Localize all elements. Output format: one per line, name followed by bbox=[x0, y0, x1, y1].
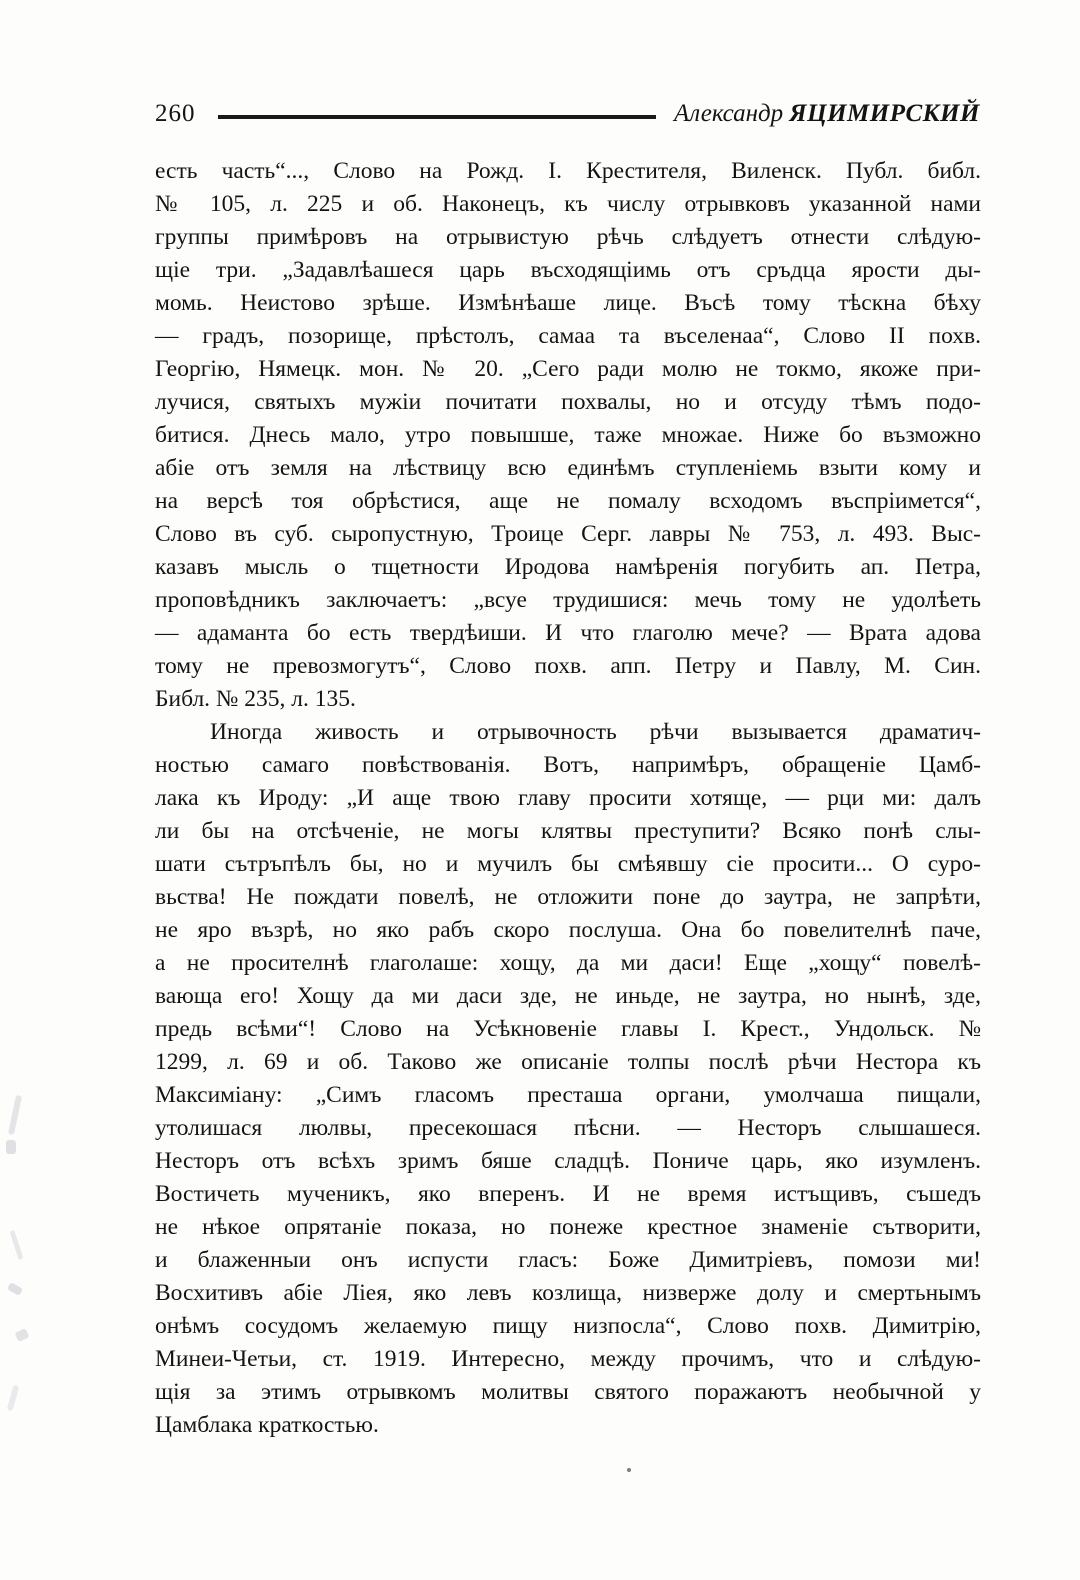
text-line: щіе три. „Задавлѣашеся царь въсходящіимь отъ сръдца ярости ды- bbox=[155, 257, 981, 283]
text-line: Георгію, Нямецк. мон. № 20. „Сего ради молю не токмо, якоже при- bbox=[155, 356, 981, 382]
ink-speck bbox=[627, 1468, 631, 1472]
header-rule bbox=[218, 115, 657, 119]
text-line: № 105, л. 225 и об. Наконецъ, къ числу отрывковъ указанной нами bbox=[155, 191, 981, 217]
text-line: онѣмъ сосудомъ желаемую пищу низпосла“, Слово похв. Димитрію, bbox=[155, 1313, 981, 1339]
text-line: Минеи-Четьи, ст. 1919. Интересно, между прочимъ, что и слѣдую- bbox=[155, 1346, 981, 1372]
text-line: Библ. № 235, л. 135. bbox=[155, 686, 356, 712]
text-line: битися. Днесь мало, утро повышше, таже множае. Ниже бо възможно bbox=[155, 422, 981, 448]
text-line: Максиміану: „Симъ гласомъ престаша органи, умолчаша пищали, bbox=[155, 1082, 981, 1108]
text-line: ли бы на отсѣченіе, не могы клятвы преступити? Всяко понѣ слы- bbox=[155, 818, 981, 844]
text-line: — адаманта бо есть твердѣиши. И что глаголю мече? — Врата адова bbox=[155, 620, 981, 646]
scan-artifact bbox=[7, 1282, 23, 1296]
text-line: Несторъ отъ всѣхъ зримъ бяше сладцѣ. Пониче царь, яко изумленъ. bbox=[155, 1148, 981, 1174]
scan-artifact bbox=[14, 1328, 29, 1342]
text-line: 1299, л. 69 и об. Таково же описаніе толпы послѣ рѣчи Нестора къ bbox=[155, 1049, 981, 1075]
text-line: не яро възрѣ, но яко рабъ скоро послуша. Она бо повелителнѣ паче, bbox=[155, 917, 981, 943]
text-line: группы примѣровъ на отрывистую рѣчь слѣдуетъ отнести слѣдую- bbox=[155, 224, 981, 250]
page-number: 260 bbox=[155, 100, 196, 127]
text-line: Слово въ суб. сыропустную, Троице Серг. лавры № 753, л. 493. Выс- bbox=[155, 521, 981, 547]
text-line: вьства! Не пождати повелѣ, не отложити поне до заутра, не запрѣти, bbox=[155, 884, 981, 910]
text-line: ностью самаго повѣствованія. Вотъ, напримѣръ, обращеніе Цамб- bbox=[155, 752, 981, 778]
text-line: шати сътръпѣлъ бы, но и мучилъ бы смѣявшу сіе просити... О суро- bbox=[155, 851, 981, 877]
text-line: а не просителнѣ глаголаше: хощу, да ми даси! Еще „хощу“ повелѣ- bbox=[155, 950, 981, 976]
scan-artifact bbox=[9, 1230, 23, 1260]
text-line: лака къ Ироду: „И аще твою главу просити хотяще, — рци ми: далъ bbox=[155, 785, 981, 811]
running-title bbox=[674, 100, 980, 128]
author-surname: ЯЦИМИРСКИЙ bbox=[789, 100, 980, 127]
text-line: не нѣкое опрятаніе показа, но понеже крестное знаменіе сътворити, bbox=[155, 1214, 981, 1240]
text-line: Иногда живость и отрывочность рѣчи вызывается драматич- bbox=[210, 719, 981, 745]
body-text bbox=[155, 155, 981, 1442]
text-line: на версѣ тоя обрѣстися, аще не помалу всходомъ въспріимется“, bbox=[155, 488, 981, 514]
text-line: абіе отъ земля на лѣствицу всю единѣмъ ступленіемь взыти кому и bbox=[155, 455, 981, 481]
author-first-name: Александр bbox=[674, 100, 784, 127]
text-line: есть часть“..., Слово на Рожд. I. Крестителя, Виленск. Публ. библ. bbox=[155, 158, 981, 184]
text-line: тому не превозмогутъ“, Слово похв. апп. Петру и Павлу, М. Син. bbox=[155, 653, 981, 679]
scan-artifact bbox=[6, 1140, 16, 1154]
text-line: Цамблака краткостью. bbox=[155, 1412, 379, 1438]
text-line: проповѣдникъ заключаетъ: „всуе трудишися: мечь тому не удолѣеть bbox=[155, 587, 981, 613]
text-line: лучися, святыхъ мужіи почитати похвалы, но и отсуду тѣмъ подо- bbox=[155, 389, 981, 415]
text-line: казавъ мысль о тщетности Иродова намѣренія погубить ап. Петра, bbox=[155, 554, 981, 580]
text-line: Востичеть мученикъ, яко вперенъ. И не время истъщивъ, съшедъ bbox=[155, 1181, 981, 1207]
text-line: предь всѣми“! Слово на Усѣкновеніе главы I. Крест., Ундольск. № bbox=[155, 1016, 981, 1042]
paragraph bbox=[155, 155, 981, 716]
scan-artifact bbox=[7, 1385, 20, 1412]
text-line: утолишася люлвы, пресекошася пѣсни. — Несторъ слышашеся. bbox=[155, 1115, 981, 1141]
text-line: момь. Неистово зрѣше. Измѣнѣаше лице. Въсѣ тому тѣскна бѣху bbox=[155, 290, 981, 316]
text-line: Восхитивъ абіе Ліея, яко левъ козлища, низверже долу и смертьнымъ bbox=[155, 1280, 981, 1306]
text-line: щія за этимъ отрывкомъ молитвы святого поражаютъ необычной у bbox=[155, 1379, 981, 1405]
paragraph bbox=[155, 716, 981, 1442]
text-line: — градъ, позорище, прѣстолъ, самаа та въселенаа“, Слово II похв. bbox=[155, 323, 981, 349]
text-line: и блаженныи онъ испусти гласъ: Боже Димитріевъ, помози ми! bbox=[155, 1247, 981, 1273]
page-header bbox=[155, 100, 980, 128]
text-line: вающа его! Хощу да ми даси зде, не иньде, не заутра, но нынѣ, зде, bbox=[155, 983, 981, 1009]
scan-artifact bbox=[8, 1095, 22, 1135]
